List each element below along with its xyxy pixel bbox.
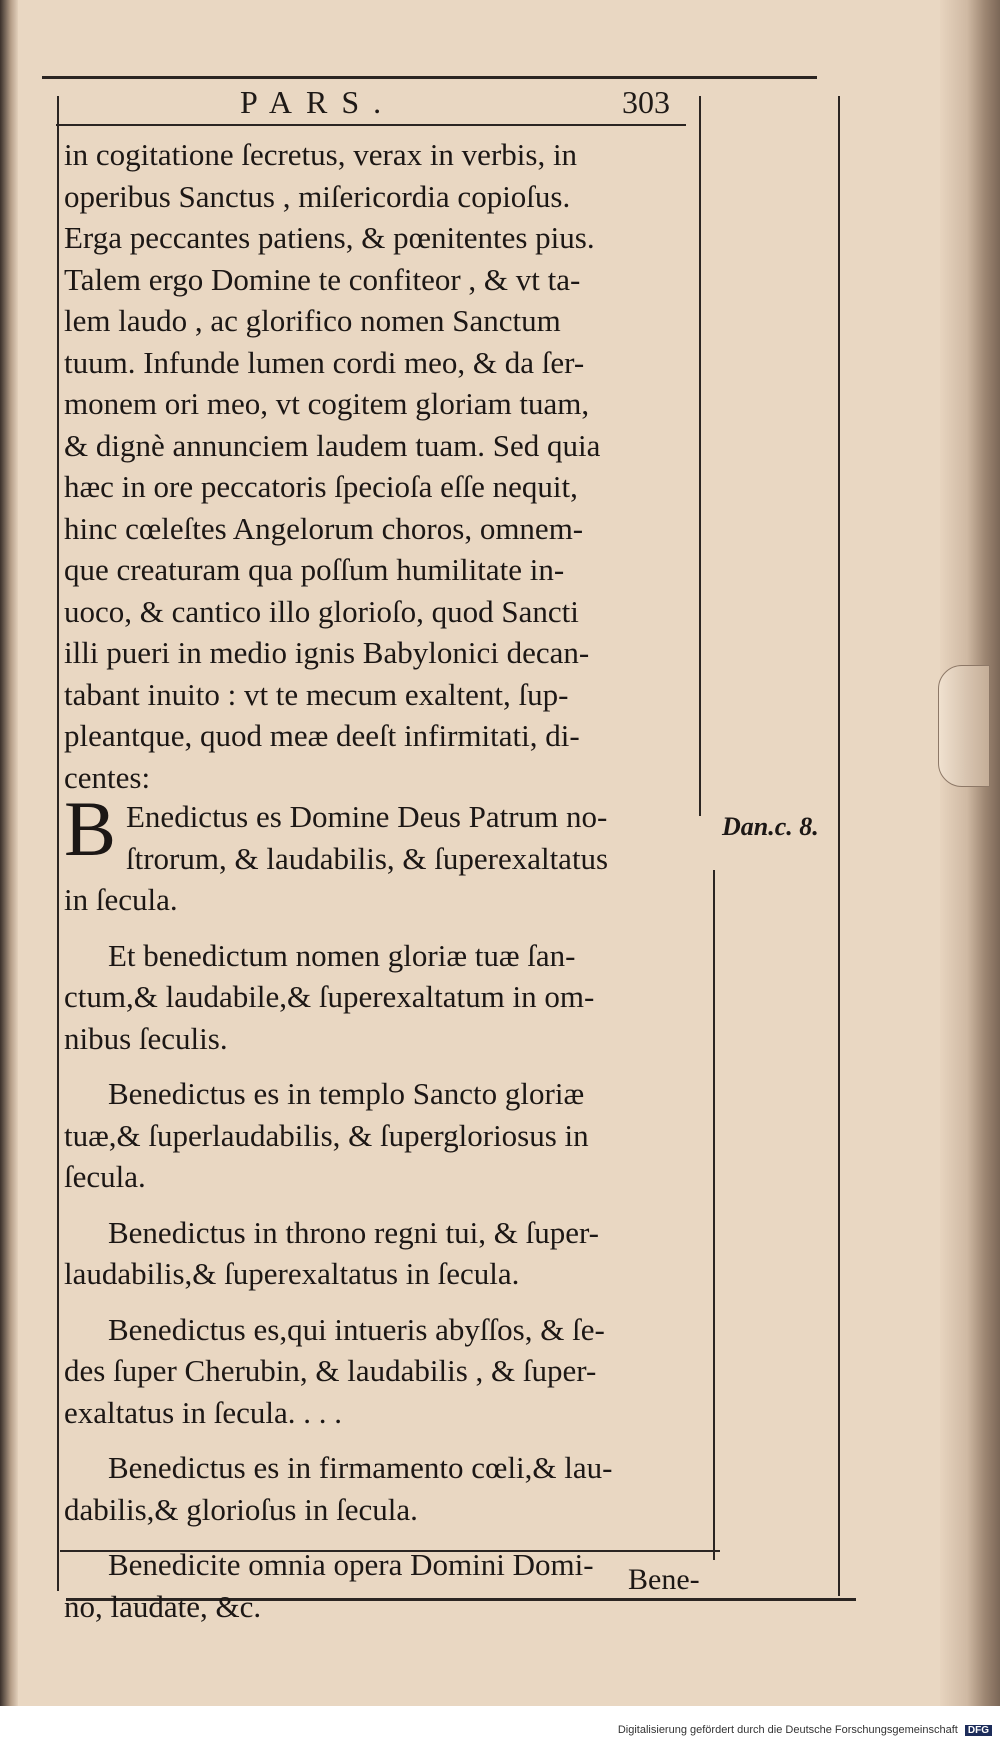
verse-line: Benedictus es in firmamento cœli,& lau-: [108, 1450, 613, 1485]
canticle-verse: [64, 1544, 714, 1627]
dfg-logo: DFG: [965, 1725, 992, 1736]
canticle-verse: [64, 1073, 714, 1198]
page-tab-marker: [938, 665, 990, 787]
verse-line: des ſuper Cherubin, & laudabilis , & ſuper-: [64, 1353, 597, 1388]
margin-reference: Dan.c. 8.: [722, 812, 819, 841]
verse-line: nibus ſeculis.: [64, 1020, 228, 1056]
text-line: operibus Sanctus , miſericordia copioſus.: [64, 178, 571, 214]
verse-line: ctum,& laudabile,& ſuperexaltatum in om-: [64, 979, 595, 1014]
page-fore-edge: [940, 0, 1000, 1706]
text-line: pleantque, quod meæ deeſt infirmitati, di-: [64, 718, 580, 753]
text-line: hinc cœleſtes Angelorum choros, omnem-: [64, 510, 584, 546]
header-rule: [56, 124, 686, 126]
top-rule: [42, 76, 817, 79]
running-head: PARS.: [240, 84, 396, 120]
verse-line: in ſecula.: [64, 882, 178, 917]
canticle-verse: [64, 935, 714, 1060]
verse-line: Et benedictum nomen gloriæ tuæ ſan-: [108, 937, 576, 973]
text-line: uoco, & cantico illo glorioſo, quod Sancti: [64, 593, 579, 629]
verse-line: ſtrorum, & laudabilis, & ſuperexaltatus: [126, 840, 609, 876]
drop-cap: B: [64, 785, 117, 872]
canticle-verse: [64, 1447, 714, 1530]
page-number: 303: [622, 84, 670, 120]
text-line: tabant inuito : vt te mecum exaltent, ſup-: [64, 676, 569, 712]
prayer-text: [64, 134, 714, 798]
footer-credit-text: Digitalisierung gefördert durch die Deutsche Forschungsgemeinschaft: [617, 1724, 958, 1736]
canticle-text: [64, 785, 714, 1641]
canticle-verse: [64, 1309, 714, 1434]
verse-line: Benedictus in throno regni tui, & ſuper-: [108, 1214, 599, 1250]
text-line: in cogitatione ſecretus, verax in verbis, in: [64, 137, 578, 172]
text-line: & dignè annunciem laudem tuam. Sed quia: [64, 427, 601, 463]
text-line: monem ori meo, vt cogitem gloriam tuam,: [64, 386, 590, 421]
outer-frame-line: [838, 96, 840, 1596]
text-line: lem laudo , ac glorifico nomen Sanctum: [64, 303, 561, 338]
left-frame-line: [57, 96, 59, 1591]
text-line: Erga peccantes patiens, & pœnitentes pius.: [64, 220, 595, 255]
text-line: que creaturam qua poſſum humilitate in-: [64, 552, 565, 587]
verse-line: exaltatus in ſecula. . . .: [64, 1394, 343, 1430]
verse-line: laudabilis,& ſuperexaltatus in ſecula.: [64, 1256, 520, 1291]
canticle-first-verse: [64, 785, 714, 921]
verse-line: Benedictus es in templo Sancto gloriæ: [108, 1076, 585, 1111]
page-header: [240, 84, 670, 124]
page-gutter: [0, 0, 18, 1706]
text-line: hæc in ore peccatoris ſpecioſa eſſe nequit,: [64, 469, 578, 504]
text-line: centes:: [64, 759, 151, 795]
verse-line: Benedicite omnia opera Domini Domi-: [108, 1547, 594, 1582]
verse-line-text: Enedictus es Domine Deus Patrum no-: [126, 799, 608, 834]
verse-line: dabilis,& glorioſus in ſecula.: [64, 1491, 418, 1527]
footer-credit: [618, 1724, 992, 1736]
canticle-verse: [64, 1212, 714, 1295]
verse-line: tuæ,& ſuperlaudabilis, & ſupergloriosus in: [64, 1117, 589, 1153]
verse-line: no, laudate, &c.: [64, 1588, 262, 1624]
text-line: Talem ergo Domine te confiteor , & vt ta-: [64, 261, 581, 297]
verse-line: ſecula.: [64, 1159, 146, 1194]
text-line: tuum. Infunde lumen cordi meo, & da ſer-: [64, 344, 585, 380]
canticle-verses: [64, 935, 714, 1628]
verse-line: Benedictus es,qui intueris abyſſos, & ſe-: [108, 1311, 605, 1347]
text-line: illi pueri in medio ignis Babylonici decan-: [64, 635, 590, 670]
catchword: Bene-: [628, 1563, 700, 1596]
